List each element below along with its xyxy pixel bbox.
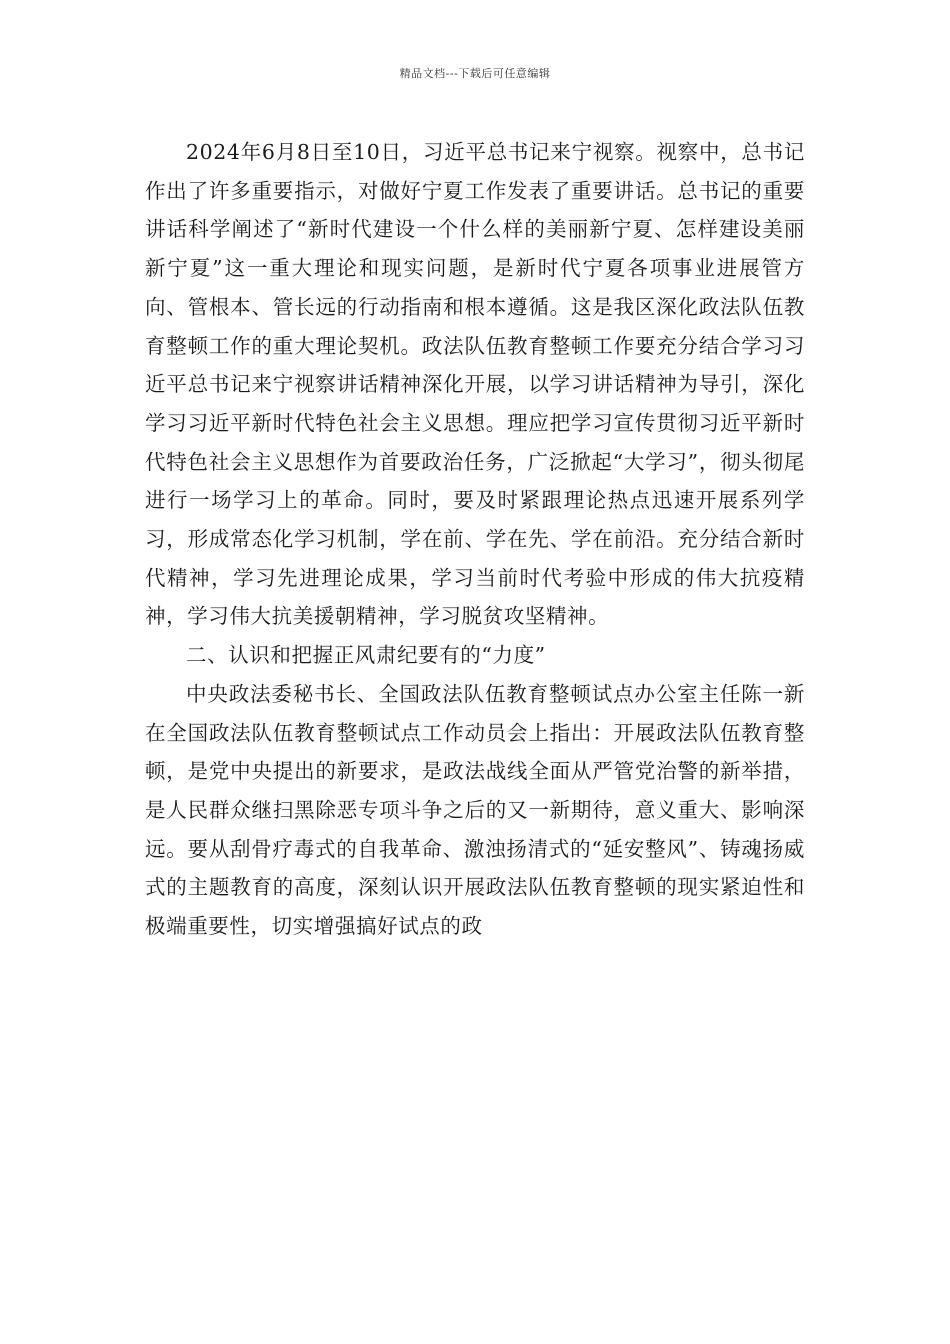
section-heading: 二、认识和把握正风肃纪要有的“力度” xyxy=(186,643,546,668)
document-body xyxy=(145,133,805,946)
paragraph-intro: 2024年6月8日至10日，习近平总书记来宁视察。视察中，总书记作出了许多重要指示，对做好宁夏工作发表了重要讲话。总书记的重要讲话科学阐述了“新时代建设一个什么样的美丽新宁夏、怎样建设美丽新宁夏”这一重大理论和现实问题，是新时代宁夏各项事业进展管方向、管根本、管长远的行动指南和根本遵循。这是我区深化政法队伍教育整顿工作的重大理论契机。政法队伍教育整顿工作要充分结合学习习近平总书记来宁视察讲话精神深化开展，以学习讲话精神为导引，深化学习习近平新时代特色社会主义思想。理应把学习宣传贯彻习近平新时代特色社会主义思想作为首要政治任务，广泛掀起“大学习”，彻头彻尾进行一场学习上的革命。同时，要及时紧跟理论热点迅速开展系列学习，形成常态化学习机制，学在前、学在先、学在前沿。充分结合新时代精神，学习先进理论成果，学习当前时代考验中形成的伟大抗疫精神，学习伟大抗美援朝精神，学习脱贫攻坚精神。 xyxy=(145,140,805,629)
page-header: 精品文档---下载后可任意编辑 xyxy=(399,67,551,80)
paragraph-chen-yixin: 中央政法委秘书长、全国政法队伍教育整顿试点办公室主任陈一新在全国政法队伍教育整顿试点工作动员会上指出：开展政法队伍教育整顿，是党中央提出的新要求，是政法战线全面从严管党治警的新举措，是人民群众继扫黑除恶专项斗争之后的又一新期待，意义重大、影响深远。要从刮骨疗毒式的自我革命、激浊扬清式的“延安整风”、铸魂扬威式的主题教育的高度，深刻认识开展政法队伍教育整顿的现实紧迫性和极端重要性，切实增强搞好试点的政 xyxy=(145,681,805,939)
